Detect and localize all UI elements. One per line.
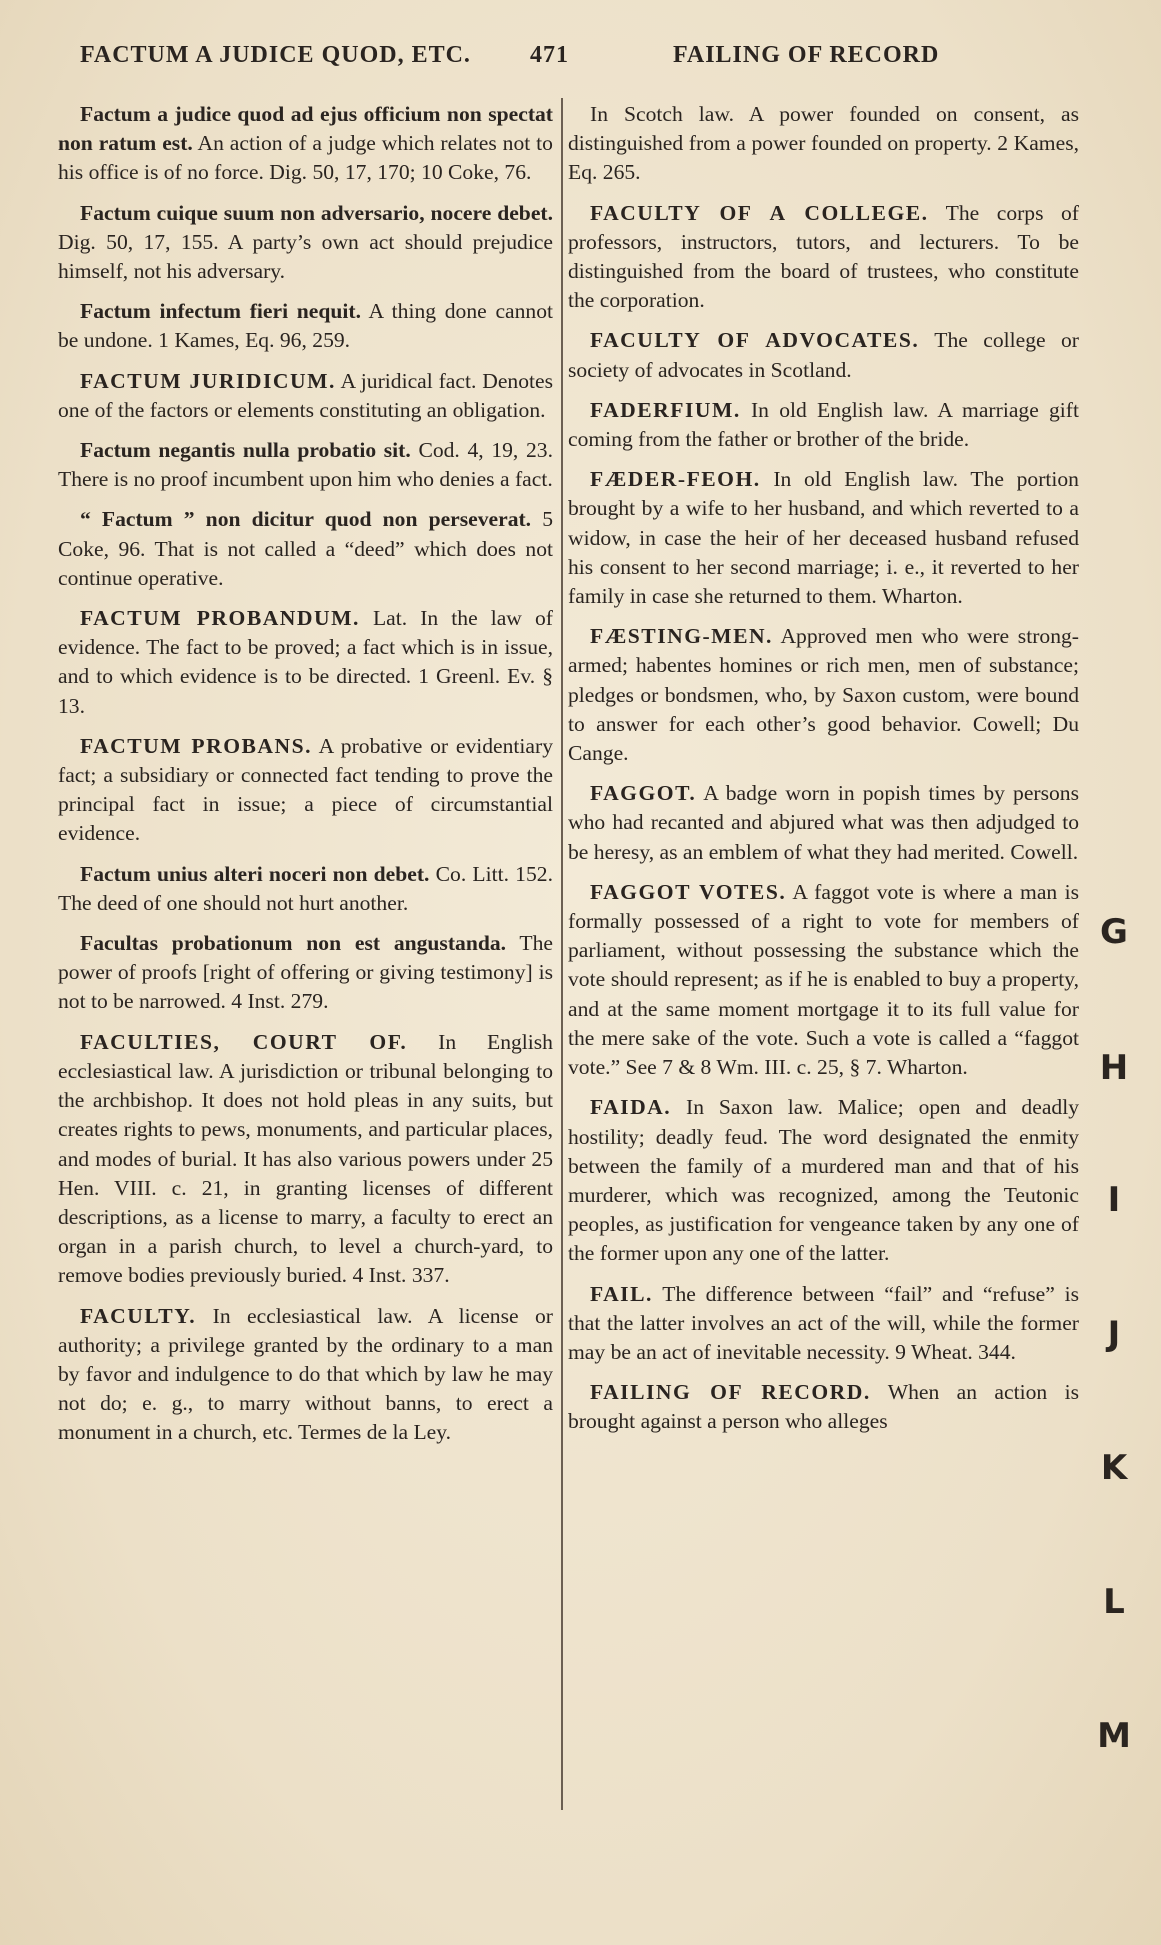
entry-headword: FAIL. <box>590 1281 653 1306</box>
entry-text: A probative or evidentiary fact; a subsidiary or connected fact tending to prove the principal fact in issue; a piece of circumstantial evidence. <box>58 733 553 846</box>
entry-text: The difference between “fail” and “refuse” is that the latter involves an act of the will, while the former may be an act of inevitable necessity. 9 Wheat. 344. <box>568 1281 1079 1364</box>
running-head-left: FACTUM A JUDICE QUOD, ETC. <box>80 42 471 68</box>
entry <box>58 860 553 918</box>
entry <box>568 100 1079 188</box>
running-head-right: FAILING OF RECORD <box>673 42 940 68</box>
column-divider <box>561 98 563 1810</box>
entry <box>58 199 553 287</box>
thumb-index-tab-m[interactable]: M <box>1097 1716 1131 1756</box>
entry-headword: Facultas probationum non est angustanda. <box>80 931 507 956</box>
entry-text: In old English law. A marriage gift coming from the father or brother of the bride. <box>568 397 1079 452</box>
entry <box>568 326 1079 384</box>
entry <box>58 1028 553 1291</box>
entry <box>58 297 553 355</box>
entry-headword: FAILING OF RECORD. <box>590 1380 871 1405</box>
entry-text: The corps of professors, instructors, tutors, and lecturers. To be distinguished from the board of trustees, who constitute the corporation. <box>568 200 1079 313</box>
entry <box>568 396 1079 454</box>
thumb-index-tab-h[interactable]: H <box>1099 1048 1129 1088</box>
entry-text: In Saxon law. Malice; open and deadly hostility; deadly feud. The word designated the enmity between the family of a murdered man and that of his murderer, which was recognized, among the Teutonic peoples, as justification for vengeance taken by any one of the former upon any one of the latter. <box>568 1095 1079 1266</box>
entry-text: In English ecclesiastical law. A jurisdiction or tribunal belonging to the archbishop. It does not hold pleas in any suits, but creates rights to pews, monuments, and particular places, and modes of burial. It has also various powers under 25 Hen. VIII. c. 21, in granting licenses of different descriptions, as a license to marry, a faculty to erect an organ in a parish church, to level a church-yard, to remove bodies previously buried. 4 Inst. 337. <box>58 1029 553 1288</box>
entry-headword: FACTUM PROBANDUM. <box>80 606 360 631</box>
entry-headword: Factum cuique suum non adversario, nocere debet. <box>80 200 553 225</box>
thumb-index-tab-k[interactable]: K <box>1100 1448 1128 1488</box>
left-column <box>58 100 553 1459</box>
entry <box>568 199 1079 316</box>
entry <box>58 100 553 188</box>
entry-text: Dig. 50, 17, 155. A party’s own act should prejudice himself, not his adversary. <box>58 229 553 284</box>
entry <box>568 878 1079 1082</box>
entry-headword: FÆSTING-MEN. <box>590 624 773 649</box>
entry <box>58 604 553 721</box>
entry-text: Cod. 4, 19, 23. There is no proof incumbent upon him who denies a fact. <box>58 438 553 492</box>
entry <box>568 465 1079 611</box>
entry-headword: FACULTIES, COURT OF. <box>80 1029 408 1054</box>
entry-headword: Factum infectum fieri nequit. <box>80 299 362 324</box>
entry-text: An action of a judge which relates not to his office is of no force. Dig. 50, 17, 170; 10 Coke, 76. <box>58 131 553 185</box>
entry <box>58 505 553 593</box>
right-column <box>568 100 1079 1448</box>
entry-text: A thing done cannot be undone. 1 Kames, Eq. 96, 259. <box>58 299 553 353</box>
entry-headword: Factum negantis nulla probatio sit. <box>80 438 411 463</box>
entry <box>58 929 553 1017</box>
thumb-index-tab-g[interactable]: G <box>1100 912 1128 952</box>
entry-text: In old English law. The portion brought by a wife to her husband, and which reverted to a widow, in case the heir of her deceased husband refused his consent to her second marriage; i. e., it reverted to her family in case she returned to them. Wharton. <box>568 467 1079 609</box>
entry-text: Co. Litt. 152. The deed of one should not hurt another. <box>58 861 553 915</box>
entry-text: A juridical fact. Denotes one of the factors or elements constituting an obligation. <box>58 368 553 422</box>
entry-text: Lat. In the law of evidence. The fact to be proved; a fact which is in issue, and to which evidence is to be directed. 1 Greenl. Ev. § 13. <box>58 606 553 718</box>
entry-text: 5 Coke, 96. That is not called a “deed” which does not continue operative. <box>58 507 553 590</box>
entry-headword: “ Factum ” non dicitur quod non perseverat. <box>80 507 532 532</box>
entry-headword: FAGGOT VOTES. <box>590 879 787 904</box>
entry-headword: FÆDER-FEOH. <box>590 467 761 492</box>
entry <box>58 1302 553 1448</box>
entry-headword: FACTUM JURIDICUM. <box>80 368 336 393</box>
thumb-index-tab-l[interactable]: L <box>1103 1582 1125 1622</box>
entry-text: The college or society of advocates in Scotland. <box>568 328 1080 382</box>
entry-text: A badge worn in popish times by persons who had recanted and abjured what was then adjudged to be heresy, as an emblem of what they had merited. Cowell. <box>568 781 1079 864</box>
entry-text: When an action is brought against a person who alleges <box>568 1380 1079 1434</box>
entry <box>568 779 1079 867</box>
entry-headword: FAIDA. <box>590 1095 672 1120</box>
entry-headword: Factum unius alteri noceri non debet. <box>80 861 430 886</box>
entry-text: In ecclesiastical law. A license or authority; a privilege granted by the ordinary to a man by favor and indulgence to do that which by law he may not do; e. g., to marry without banns, to erect a monument in a church, etc. Termes de la Ley. <box>58 1303 553 1445</box>
entry-headword: FACULTY OF ADVOCATES. <box>590 328 920 353</box>
entry-headword: FACULTY. <box>80 1303 197 1328</box>
entry-text: The power of proofs [right of offering or giving testimony] is not to be narrowed. 4 Inst. 279. <box>58 931 553 1014</box>
entry-headword: FADERFIUM. <box>590 397 741 422</box>
entry-headword: FACTUM PROBANS. <box>80 733 313 758</box>
entry-headword: FACULTY OF A COLLEGE. <box>590 200 929 225</box>
thumb-index-tab-i[interactable]: I <box>1107 1180 1121 1220</box>
entry-text: In Scotch law. A power founded on consent, as distinguished from a power founded on property. 2 Kames, Eq. 265. <box>568 102 1079 185</box>
entry <box>58 436 553 494</box>
running-head <box>78 42 978 76</box>
entry <box>568 1093 1079 1268</box>
entry <box>58 367 553 425</box>
page-number: 471 <box>530 42 569 68</box>
thumb-index-tab-j[interactable]: J <box>1107 1314 1121 1354</box>
entry <box>568 1280 1079 1368</box>
entry-text: Approved men who were strong-armed; habentes homines or rich men, men of substance; pledges or bondsmen, who, by Saxon custom, were bound to answer for each other’s good behavior. Cowell; Du Cange. <box>568 624 1079 766</box>
entry <box>568 622 1079 768</box>
entry <box>58 732 553 849</box>
entry-headword: Factum a judice quod ad ejus officium non spectat non ratum est. <box>58 102 553 156</box>
entry <box>568 1378 1079 1436</box>
entry-text: A faggot vote is where a man is formally possessed of a right to vote for members of parliament, without possessing the substance which the vote should represent; as if he is enabled to buy a property, and at the same moment mortgage it to its full value for the mere sake of the vote. Such a vote is called a “faggot vote.” See 7 & 8 Wm. III. c. 25, § 7. Wharton. <box>568 879 1079 1080</box>
entry-headword: FAGGOT. <box>590 781 697 806</box>
